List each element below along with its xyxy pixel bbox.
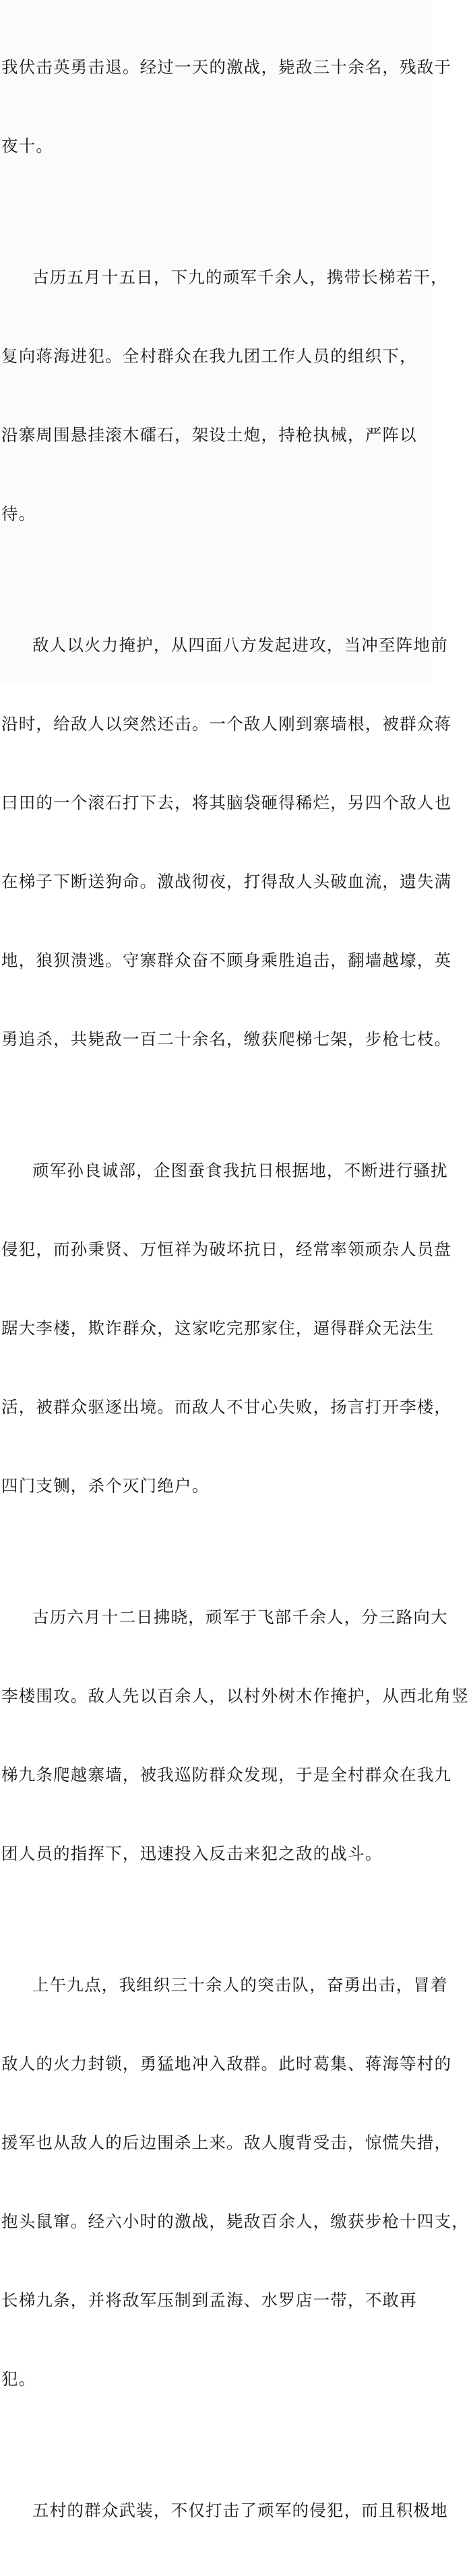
text-line: 侵犯，而孙秉贤、万恒祥为破坏抗日，经常率领顽杂人员盘 (1, 1239, 452, 1259)
text-line: 上午九点，我组织三十余人的突击队，奋勇出击，冒着 (32, 1975, 448, 1995)
text-line: 四门支铡，杀个灭门绝户。 (1, 1476, 210, 1495)
text-line: 古历五月十五日，下九的顽军千余人，携带长梯若干， (32, 267, 448, 287)
text-line: 我伏击英勇击退。经过一天的激战，毙敌三十余名，残敌于 (1, 57, 452, 77)
paragraph-6 (1, 1919, 469, 2445)
text-line: 古历六月十二日拂晓，顽军于飞部千余人，分三路向大 (32, 1607, 448, 1627)
text-line: 待。 (1, 504, 36, 523)
text-line: 沿寨周围悬挂滚木礌石，架设土炮，持枪执械，严阵以 (1, 425, 417, 445)
paragraph-5 (1, 1551, 469, 1919)
text-line: 抱头鼠窜。经六小时的激战，毙敌百余人，缴获步枪十四支， (1, 2212, 469, 2231)
text-line: 复向蒋海进犯。全村群众在我九团工作人员的组织下， (1, 346, 417, 366)
text-line: 李楼围攻。敌人先以百余人，以村外树木作掩护，从西北角竖 (1, 1686, 469, 1706)
text-line: 活，被群众驱逐出境。而敌人不甘心失败，扬言打开李楼， (1, 1397, 452, 1417)
text-line: 夜十。 (1, 136, 54, 156)
paragraph-1 (1, 1, 452, 212)
text-line: 长梯九条，并将敌军压制到孟海、水罗店一带，不敢再 (1, 2290, 417, 2310)
text-line: 五村的群众武装，不仅打击了顽军的侵犯，而且积极地 (32, 2501, 448, 2520)
paragraph-3 (1, 579, 452, 1105)
text-line: 援军也从敌人的后边围杀上来。敌人腹背受击，惊慌失措， (1, 2133, 452, 2152)
text-line: 团人员的指挥下，迅速投入反击来犯之敌的战斗。 (1, 1844, 383, 1863)
text-line: 顽军孙良诚部，企图蚕食我抗日根据地，不断进行骚扰 (32, 1161, 448, 1180)
paragraph-7 (1, 2445, 448, 2576)
text-line: 在梯子下断送狗命。激战彻夜，打得敌人头破血流，遗失满 (1, 872, 452, 891)
text-line: 地，狼狈溃逃。守寨群众奋不顾身乘胜追击，翻墙越壕，英 (1, 951, 452, 970)
text-line: 敌人的火力封锁，勇猛地冲入敌群。此时葛集、蒋海等村的 (1, 2054, 452, 2073)
text-line: 曰田的一个滚石打下去，将其脑袋砸得稀烂，另四个敌人也 (1, 793, 452, 812)
text-line: 梯九条爬越寨墙，被我巡防群众发现，于是全村群众在我九 (1, 1765, 452, 1784)
text-line: 敌人以火力掩护，从四面八方发起进攻，当冲至阵地前 (32, 635, 448, 655)
body-text (1, 1, 469, 2576)
paragraph-2 (1, 212, 448, 579)
text-line: 勇追杀，共毙敌一百二十余名，缴获爬梯七架，步枪七枝。 (1, 1029, 452, 1049)
text-line: 踞大李楼，欺诈群众，这家吃完那家住，逼得群众无法生 (1, 1318, 435, 1338)
text-line: 沿时，给敌人以突然还击。一个敌人刚到寨墙根，被群众蒋 (1, 714, 452, 734)
text-line: 犯。 (1, 2369, 36, 2389)
paragraph-4 (1, 1105, 452, 1551)
